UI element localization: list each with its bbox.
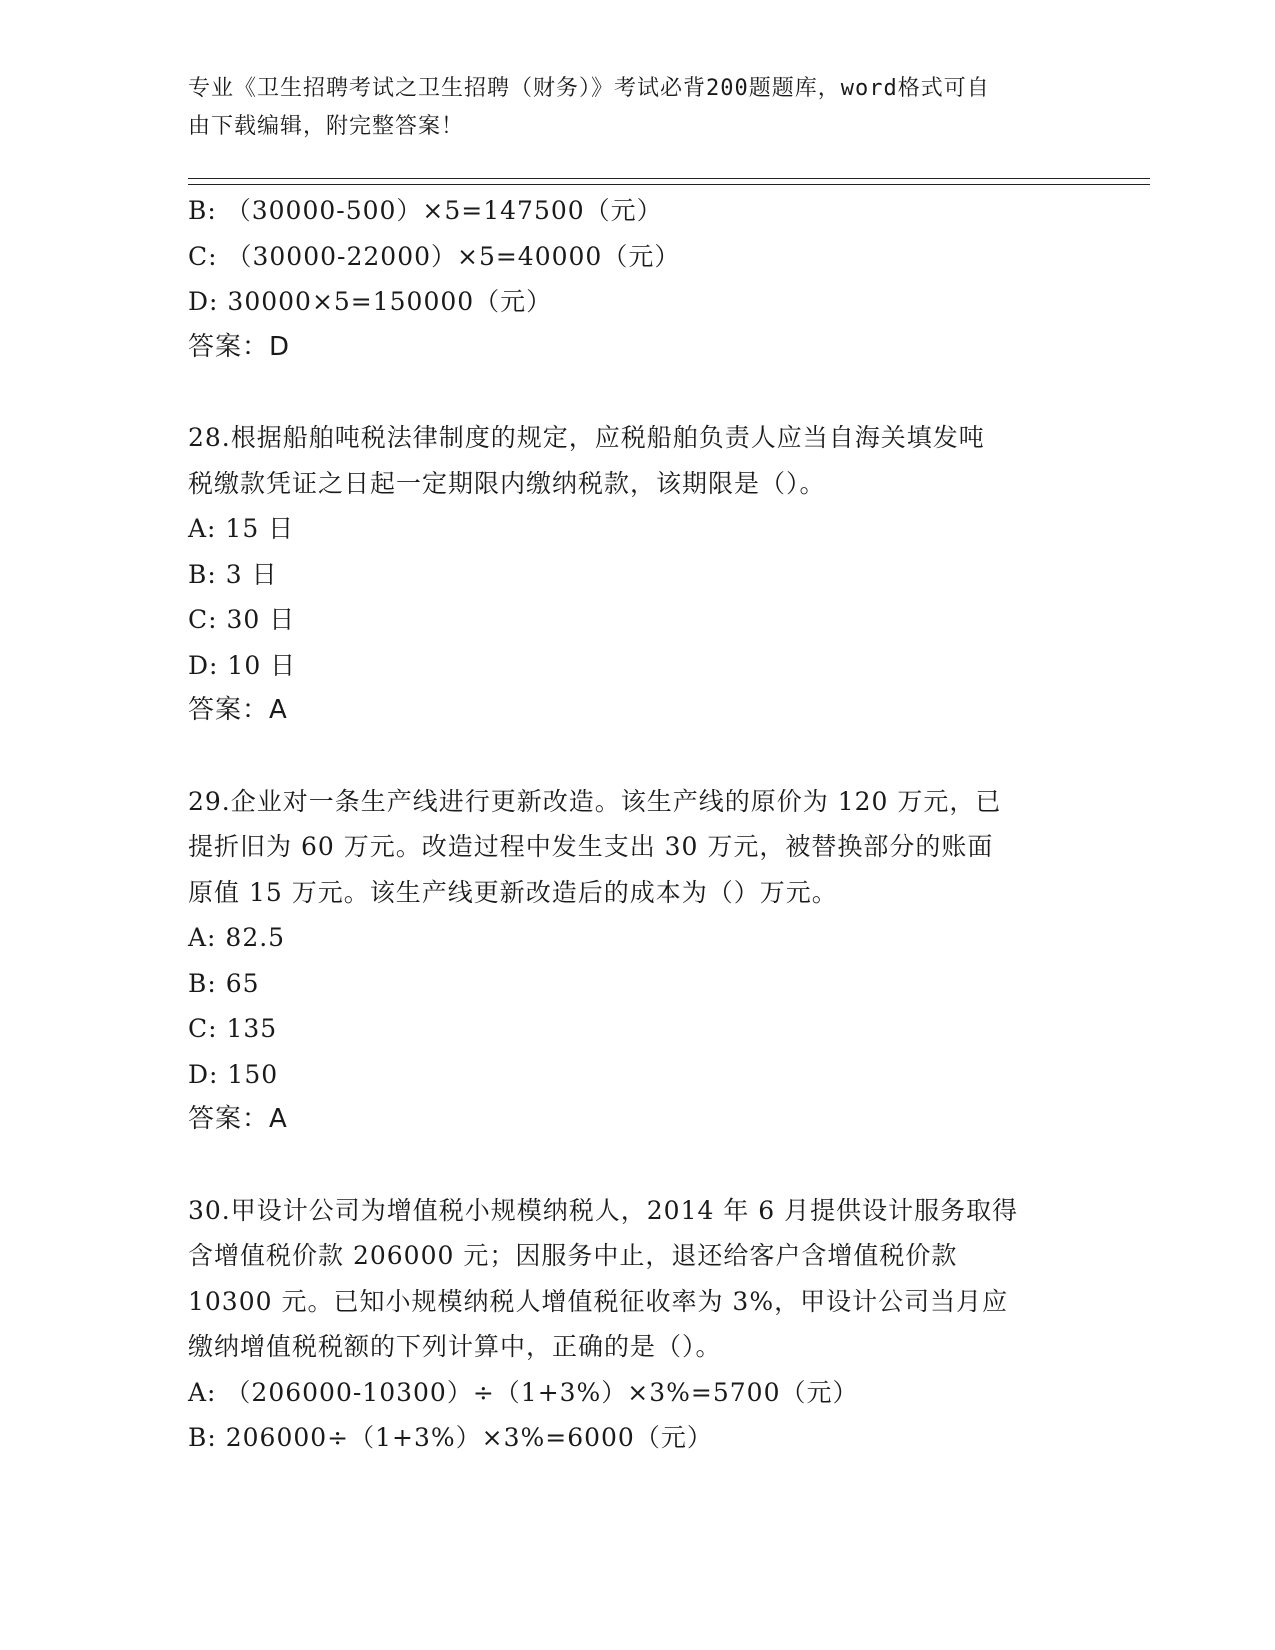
question-stem-line: 10300 元。已知小规模纳税人增值税征收率为 3%，甲设计公司当月应 <box>188 1286 1009 1316</box>
question-stem-line: 28.根据船舶吨税法律制度的规定，应税船舶负责人应当自海关填发吨 <box>188 423 985 452</box>
header-title-line-2: 由下载编辑，附完整答案！ <box>188 114 465 139</box>
question-30 <box>188 1188 1088 1461</box>
question-stem-line: 原值 15 万元。该生产线更新改造后的成本为（）万元。 <box>188 877 838 907</box>
option-c: C: 135 <box>188 1014 278 1043</box>
question-29 <box>188 779 1088 1143</box>
header-double-rule <box>188 178 1150 185</box>
question-list <box>188 188 1088 1461</box>
question-stem-line: 29.企业对一条生产线进行更新改造。该生产线的原价为 120 万元，已 <box>188 786 1002 816</box>
header-title-line-1: 专业《卫生招聘考试之卫生招聘（财务）》考试必背200题题库，word格式可自 <box>188 76 990 101</box>
option-c: C: 30 日 <box>188 605 296 634</box>
question-stem-line: 30.甲设计公司为增值税小规模纳税人，2014 年 6 月提供设计服务取得 <box>188 1195 1019 1225</box>
question-stem-line: 提折旧为 60 万元。改造过程中发生支出 30 万元，被替换部分的账面 <box>188 832 994 861</box>
document-header <box>188 70 1068 146</box>
option-b: B: 206000÷（1+3%）×3%=6000（元） <box>188 1423 713 1452</box>
answer-text: 答案：A <box>188 695 288 725</box>
option-c: C: （30000-22000）×5=40000（元） <box>188 241 681 271</box>
answer-text: 答案：A <box>188 1104 288 1134</box>
answer-text: 答案：D <box>188 331 291 362</box>
option-a: A: 82.5 <box>188 923 286 952</box>
question-stem-line: 缴纳增值税税额的下列计算中，正确的是（）。 <box>188 1332 722 1361</box>
option-a: A: （206000-10300）÷（1+3%）×3%=5700（元） <box>188 1377 859 1407</box>
question-28 <box>188 415 1088 734</box>
option-d: D: 150 <box>188 1059 279 1089</box>
question-stem-line: 含增值税价款 206000 元；因服务中止，退还给客户含增值税价款 <box>188 1241 958 1270</box>
question-27-continuation <box>188 188 1088 370</box>
option-d: D: 10 日 <box>188 650 297 680</box>
option-b: B: （30000-500）×5=147500（元） <box>188 196 663 225</box>
option-b: B: 65 <box>188 968 260 998</box>
option-d: D: 30000×5=150000（元） <box>188 287 553 316</box>
question-stem-line: 税缴款凭证之日起一定期限内缴纳税款，该期限是（）。 <box>188 468 826 498</box>
option-a: A: 15 日 <box>188 514 295 543</box>
option-b: B: 3 日 <box>188 559 278 589</box>
